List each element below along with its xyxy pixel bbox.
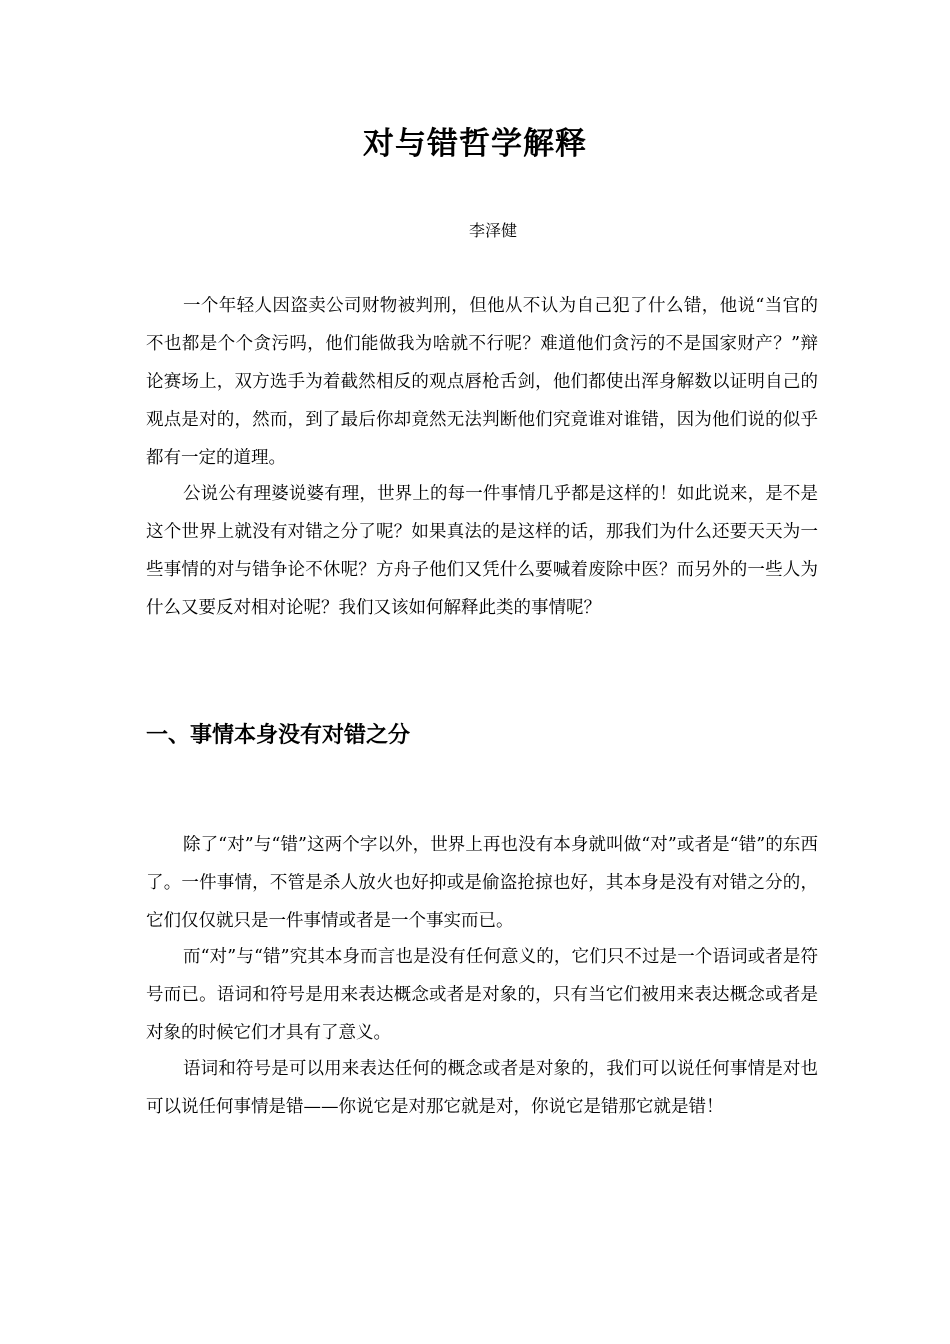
intro-paragraph-1: 一个年轻人因盗卖公司财物被判刑，但他从不认为自己犯了什么错，他说“当官的不也都是个个贪污吗，他们能做我为啥就不行呢？难道他们贪污的不是国家财产？”辩论赛场上，双方选手为着截然相反的观点唇枪舌剑，他们都使出浑身解数以证明自己的观点是对的，然而，到了最后你却竟然无法判断他们究竟谁对谁错，因为他们说的似乎都有一定的道理。: [146, 296, 818, 468]
intro-paragraph-2: 公说公有理婆说婆有理，世界上的每一件事情几乎都是这样的！如此说来，是不是这个世界上就没有对错之分了呢？如果真法的是这样的话，那我们为什么还要天天为一些事情的对与错争论不休呢？方舟子他们又凭什么要喊着废除中医？而另外的一些人为什么又要反对相对论呢？我们又该如何解释此类的事情呢？: [146, 484, 818, 618]
document-title: 对与错哲学解释: [363, 126, 587, 162]
section1-paragraph-1: 除了“对”与“错”这两个字以外，世界上再也没有本身就叫做“对”或者是“错”的东西了。一件事情，不管是杀人放火也好抑或是偷盗抢掠也好，其本身是没有对错之分的，它们仅仅就只是一件事情或者是一个事实而已。: [146, 835, 818, 931]
section-heading-1: 一、事情本身没有对错之分: [146, 723, 411, 748]
section1-paragraph-3: 语词和符号是可以用来表达任何的概念或者是对象的，我们可以说任何事情是对也可以说任何事情是错——你说它是对那它就是对，你说它是错那它就是错！: [146, 1059, 818, 1117]
document-author: 李泽健: [468, 221, 517, 240]
section1-paragraph-2: 而“对”与“错”究其本身而言也是没有任何意义的，它们只不过是一个语词或者是符号而已。语词和符号是用来表达概念或者是对象的，只有当它们被用来表达概念或者是对象的时候它们才具有了意义。: [146, 947, 818, 1043]
